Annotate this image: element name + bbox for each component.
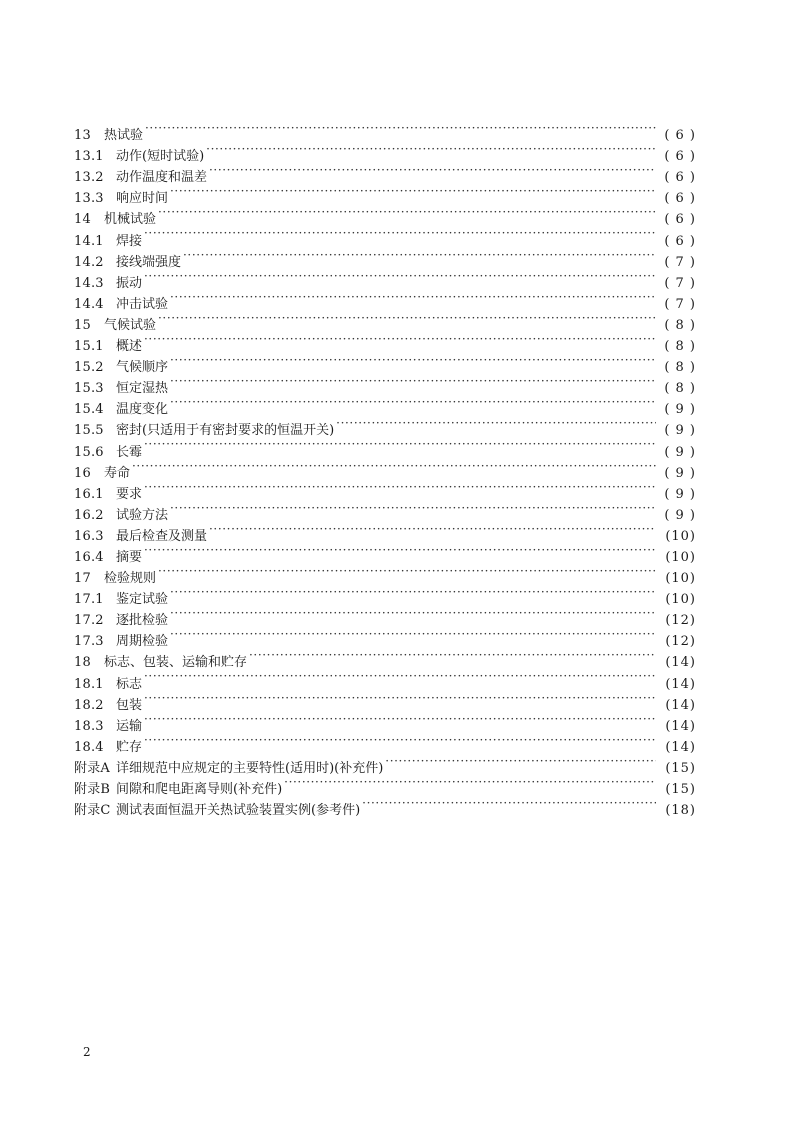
toc-entry-18-4 — [74, 730, 696, 755]
toc-entry-13 — [74, 118, 696, 144]
toc-entry-18-2 — [74, 688, 696, 713]
toc-leader-dots — [158, 202, 656, 223]
toc-leader-dots — [144, 477, 656, 498]
toc-entry-number: 17.1 — [74, 592, 104, 608]
toc-entry-title: 温度变化 — [116, 402, 169, 418]
toc-entry-title: 逐批检验 — [116, 613, 169, 629]
toc-entry-page: ( 6 ) — [664, 128, 696, 144]
toc-entry-13-1 — [74, 139, 696, 165]
toc-leader-dots — [170, 498, 656, 519]
toc-entry-title: 标志 — [116, 676, 143, 692]
toc-entry-page: (12) — [665, 634, 696, 650]
toc-entry-page: ( 9 ) — [664, 402, 696, 418]
toc-entry-title: 密封(只适用于有密封要求的恒温开关) — [116, 423, 335, 439]
toc-entry-16-2 — [74, 498, 696, 523]
toc-leader-dots — [145, 118, 656, 139]
toc-entry-page: ( 7 ) — [664, 275, 696, 291]
toc-entry-number: 18.3 — [74, 718, 104, 734]
toc-entry-page: (18) — [665, 803, 696, 819]
toc-entry-page: ( 9 ) — [664, 423, 696, 439]
toc-entry-18-3 — [74, 709, 696, 734]
toc-entry-title: 响应时间 — [116, 191, 169, 207]
toc-entry-number: 14.2 — [74, 254, 104, 270]
toc-entry-page: (15) — [665, 760, 696, 776]
toc-entry-number: 16.2 — [74, 507, 104, 523]
toc-entry-number: 17.3 — [74, 634, 104, 650]
toc-leader-dots — [170, 287, 656, 308]
toc-entry-title: 长霉 — [116, 444, 143, 460]
toc-entry-page: (14) — [665, 676, 696, 692]
toc-entry-title: 恒定湿热 — [116, 381, 169, 397]
toc-entry-title: 测试表面恒温开关热试验装置实例(参考件) — [116, 803, 361, 819]
toc-entry-page: ( 8 ) — [664, 360, 696, 376]
toc-entry-page: (10) — [665, 549, 696, 565]
toc-leader-dots — [284, 772, 656, 793]
toc-entry-page: (15) — [665, 782, 696, 797]
toc-entry-title: 冲击试验 — [116, 296, 169, 312]
toc-entry-number: 14.1 — [74, 233, 104, 249]
toc-entry-number: 14.3 — [74, 275, 104, 291]
toc-entry-number: 附录A — [74, 760, 110, 776]
toc-entry-title: 标志、包装、运输和贮存 — [104, 655, 248, 671]
toc-entry-page: ( 8 ) — [664, 381, 696, 397]
toc-leader-dots — [144, 266, 656, 287]
table-of-contents — [74, 118, 696, 819]
toc-leader-dots — [144, 666, 656, 687]
toc-leader-dots — [206, 139, 656, 160]
toc-entry-title: 检验规则 — [104, 571, 157, 587]
toc-entry-16 — [74, 456, 696, 481]
toc-entry-number: 16 — [74, 465, 91, 481]
toc-entry-title: 试验方法 — [116, 507, 169, 523]
toc-entry-number: 18.1 — [74, 676, 104, 692]
toc-entry-number: 18.2 — [74, 697, 104, 713]
toc-leader-dots — [170, 392, 656, 413]
toc-entry-number: 16.3 — [74, 528, 104, 544]
toc-entry-title: 详细规范中应规定的主要特性(适用时)(补充件) — [116, 760, 384, 776]
toc-entry-number: 15.4 — [74, 402, 104, 418]
toc-entry-number: 16.4 — [74, 549, 104, 565]
toc-entry-page: ( 7 ) — [664, 296, 696, 312]
toc-entry-14 — [74, 202, 696, 228]
toc-leader-dots — [249, 645, 656, 666]
toc-entry-page: ( 6 ) — [664, 191, 696, 207]
toc-entry-number: 18 — [74, 655, 91, 671]
toc-entry-title: 运输 — [116, 718, 143, 734]
toc-entry-page: (14) — [665, 718, 696, 734]
toc-leader-dots — [144, 540, 656, 561]
toc-entry-page: (10) — [665, 528, 696, 544]
toc-entry-15-6 — [74, 434, 696, 460]
toc-entry-14-3 — [74, 266, 696, 291]
toc-entry-number: 13.3 — [74, 191, 104, 207]
toc-entry-number: 15.5 — [74, 423, 104, 439]
toc-entry-title: 摘要 — [116, 549, 143, 565]
toc-entry-14-1 — [74, 223, 696, 249]
toc-entry-number: 13 — [74, 128, 91, 144]
toc-entry-page: ( 8 ) — [664, 317, 696, 333]
toc-entry-14-2 — [74, 245, 696, 270]
toc-entry-number: 17.2 — [74, 613, 104, 629]
toc-entry-title: 概述 — [116, 339, 143, 355]
toc-entry-17 — [74, 561, 696, 587]
toc-leader-dots — [170, 582, 656, 603]
toc-entry-title: 焊接 — [116, 233, 143, 249]
toc-entry-page: ( 9 ) — [664, 465, 696, 481]
toc-entry-title: 气候顺序 — [116, 360, 169, 376]
toc-entry-number: 15.3 — [74, 381, 104, 397]
toc-entry-number: 18.4 — [74, 739, 104, 755]
toc-entry-title: 动作温度和温差 — [116, 170, 208, 186]
toc-entry-page: ( 8 ) — [664, 339, 696, 355]
toc-entry-page: ( 7 ) — [664, 254, 696, 270]
toc-leader-dots — [144, 223, 656, 244]
toc-entry-page: (12) — [665, 613, 696, 629]
toc-leader-dots — [362, 793, 656, 814]
toc-entry-page: ( 6 ) — [664, 233, 696, 249]
toc-entry-title: 间隙和爬电距离导则(补充件) — [116, 782, 283, 797]
toc-entry-appendix-a — [74, 751, 696, 776]
toc-leader-dots — [158, 561, 656, 582]
toc-entry-title: 气候试验 — [104, 317, 157, 333]
toc-entry-page: ( 9 ) — [664, 444, 696, 460]
toc-entry-page: ( 9 ) — [664, 507, 696, 523]
toc-entry-title: 周期检验 — [116, 634, 169, 650]
toc-leader-dots — [170, 624, 656, 645]
toc-entry-title: 最后检查及测量 — [116, 528, 208, 544]
toc-leader-dots — [144, 434, 656, 455]
toc-entry-page: ( 6 ) — [664, 149, 696, 165]
toc-leader-dots — [158, 308, 656, 329]
toc-entry-number: 15.2 — [74, 360, 104, 376]
toc-leader-dots — [183, 245, 656, 266]
toc-entry-15 — [74, 308, 696, 333]
toc-leader-dots — [144, 688, 656, 709]
toc-entry-page: ( 6 ) — [664, 212, 696, 228]
toc-leader-dots — [385, 751, 656, 772]
toc-entry-title: 包装 — [116, 697, 143, 713]
toc-leader-dots — [144, 329, 656, 350]
toc-entry-number: 13.1 — [74, 149, 104, 165]
toc-entry-title: 要求 — [116, 486, 143, 502]
toc-entry-title: 机械试验 — [104, 212, 157, 228]
toc-entry-16-4 — [74, 540, 696, 565]
toc-leader-dots — [170, 350, 656, 371]
toc-entry-title: 振动 — [116, 275, 143, 291]
toc-entry-number: 附录B — [74, 782, 111, 797]
toc-entry-title: 寿命 — [104, 465, 131, 481]
toc-leader-dots — [132, 456, 656, 477]
toc-leader-dots — [170, 603, 656, 624]
toc-entry-number: 15.6 — [74, 444, 104, 460]
toc-leader-dots — [209, 160, 656, 181]
toc-entry-number: 17 — [74, 571, 91, 587]
toc-entry-15-1 — [74, 329, 696, 355]
toc-entry-18-1 — [74, 666, 696, 692]
toc-entry-number: 15.1 — [74, 339, 104, 355]
toc-leader-dots — [336, 413, 656, 434]
toc-entry-16-1 — [74, 477, 696, 502]
toc-entry-page: ( 6 ) — [664, 170, 696, 186]
toc-entry-title: 动作(短时试验) — [116, 149, 205, 165]
toc-entry-page: (14) — [665, 739, 696, 755]
toc-entry-number: 15 — [74, 317, 91, 333]
toc-entry-number: 14.4 — [74, 296, 104, 312]
toc-leader-dots — [209, 519, 656, 540]
toc-entry-page: ( 9 ) — [664, 486, 696, 502]
toc-entry-page: (14) — [665, 655, 696, 671]
toc-entry-number: 14 — [74, 212, 91, 228]
toc-leader-dots — [170, 371, 656, 392]
toc-leader-dots — [144, 709, 656, 730]
toc-entry-15-2 — [74, 350, 696, 376]
toc-entry-page: (10) — [665, 592, 696, 608]
toc-entry-page: (10) — [665, 571, 696, 587]
toc-leader-dots — [170, 181, 656, 202]
toc-entry-17-1 — [74, 582, 696, 608]
page-number: 2 — [83, 1045, 91, 1059]
toc-entry-title: 热试验 — [104, 128, 144, 144]
toc-entry-14-4 — [74, 287, 696, 312]
toc-entry-number: 附录C — [74, 803, 111, 819]
toc-entry-title: 接线端强度 — [116, 254, 182, 270]
toc-entry-number: 13.2 — [74, 170, 104, 186]
toc-entry-title: 鉴定试验 — [116, 592, 169, 608]
toc-leader-dots — [144, 730, 656, 751]
toc-entry-title: 贮存 — [116, 739, 143, 755]
toc-entry-page: (14) — [665, 697, 696, 713]
toc-entry-number: 16.1 — [74, 486, 104, 502]
